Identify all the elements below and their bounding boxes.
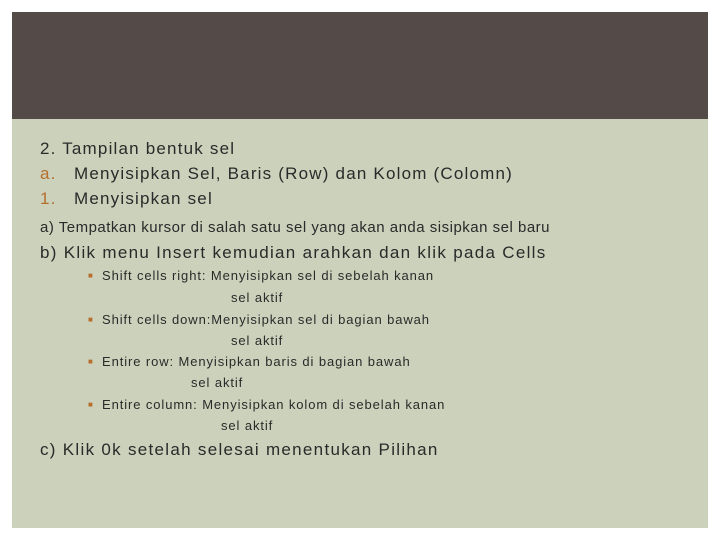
step-c: c) Klik 0k setelah selesai menentukan Pilihan xyxy=(40,440,439,459)
square-bullet-icon: ■ xyxy=(88,357,94,366)
slide xyxy=(12,12,708,528)
square-bullet-icon: ■ xyxy=(88,400,94,409)
list-marker-a: a. xyxy=(40,164,57,183)
list-item-a-text: Menyisipkan Sel, Baris (Row) dan Kolom (Colomn) xyxy=(74,164,514,183)
option-continuation: sel aktif xyxy=(231,290,284,305)
square-bullet-icon: ■ xyxy=(88,271,94,280)
list-marker-1: 1. xyxy=(40,189,57,208)
option-continuation: sel aktif xyxy=(221,418,274,433)
option-text: Entire row: Menyisipkan baris di bagian bawah xyxy=(102,354,411,369)
square-bullet-icon: ■ xyxy=(88,315,94,324)
section-heading: 2. Tampilan bentuk sel xyxy=(40,139,236,158)
option-text: Shift cells down:Menyisipkan sel di bagian bawah xyxy=(102,312,430,327)
title-bar xyxy=(12,12,708,119)
step-b: b) Klik menu Insert kemudian arahkan dan klik pada Cells xyxy=(40,243,547,262)
list-item-1 xyxy=(40,189,213,209)
option-continuation: sel aktif xyxy=(231,333,284,348)
option-text: Entire column: Menyisipkan kolom di sebelah kanan xyxy=(102,397,446,412)
step-a: a) Tempatkan kursor di salah satu sel yang akan anda sisipkan sel baru xyxy=(40,219,550,236)
option-text: Shift cells right: Menyisipkan sel di sebelah kanan xyxy=(102,268,435,283)
option-continuation: sel aktif xyxy=(191,375,244,390)
list-item-1-text: Menyisipkan sel xyxy=(74,189,213,208)
slide-content xyxy=(12,119,708,528)
list-item-a xyxy=(40,164,513,184)
